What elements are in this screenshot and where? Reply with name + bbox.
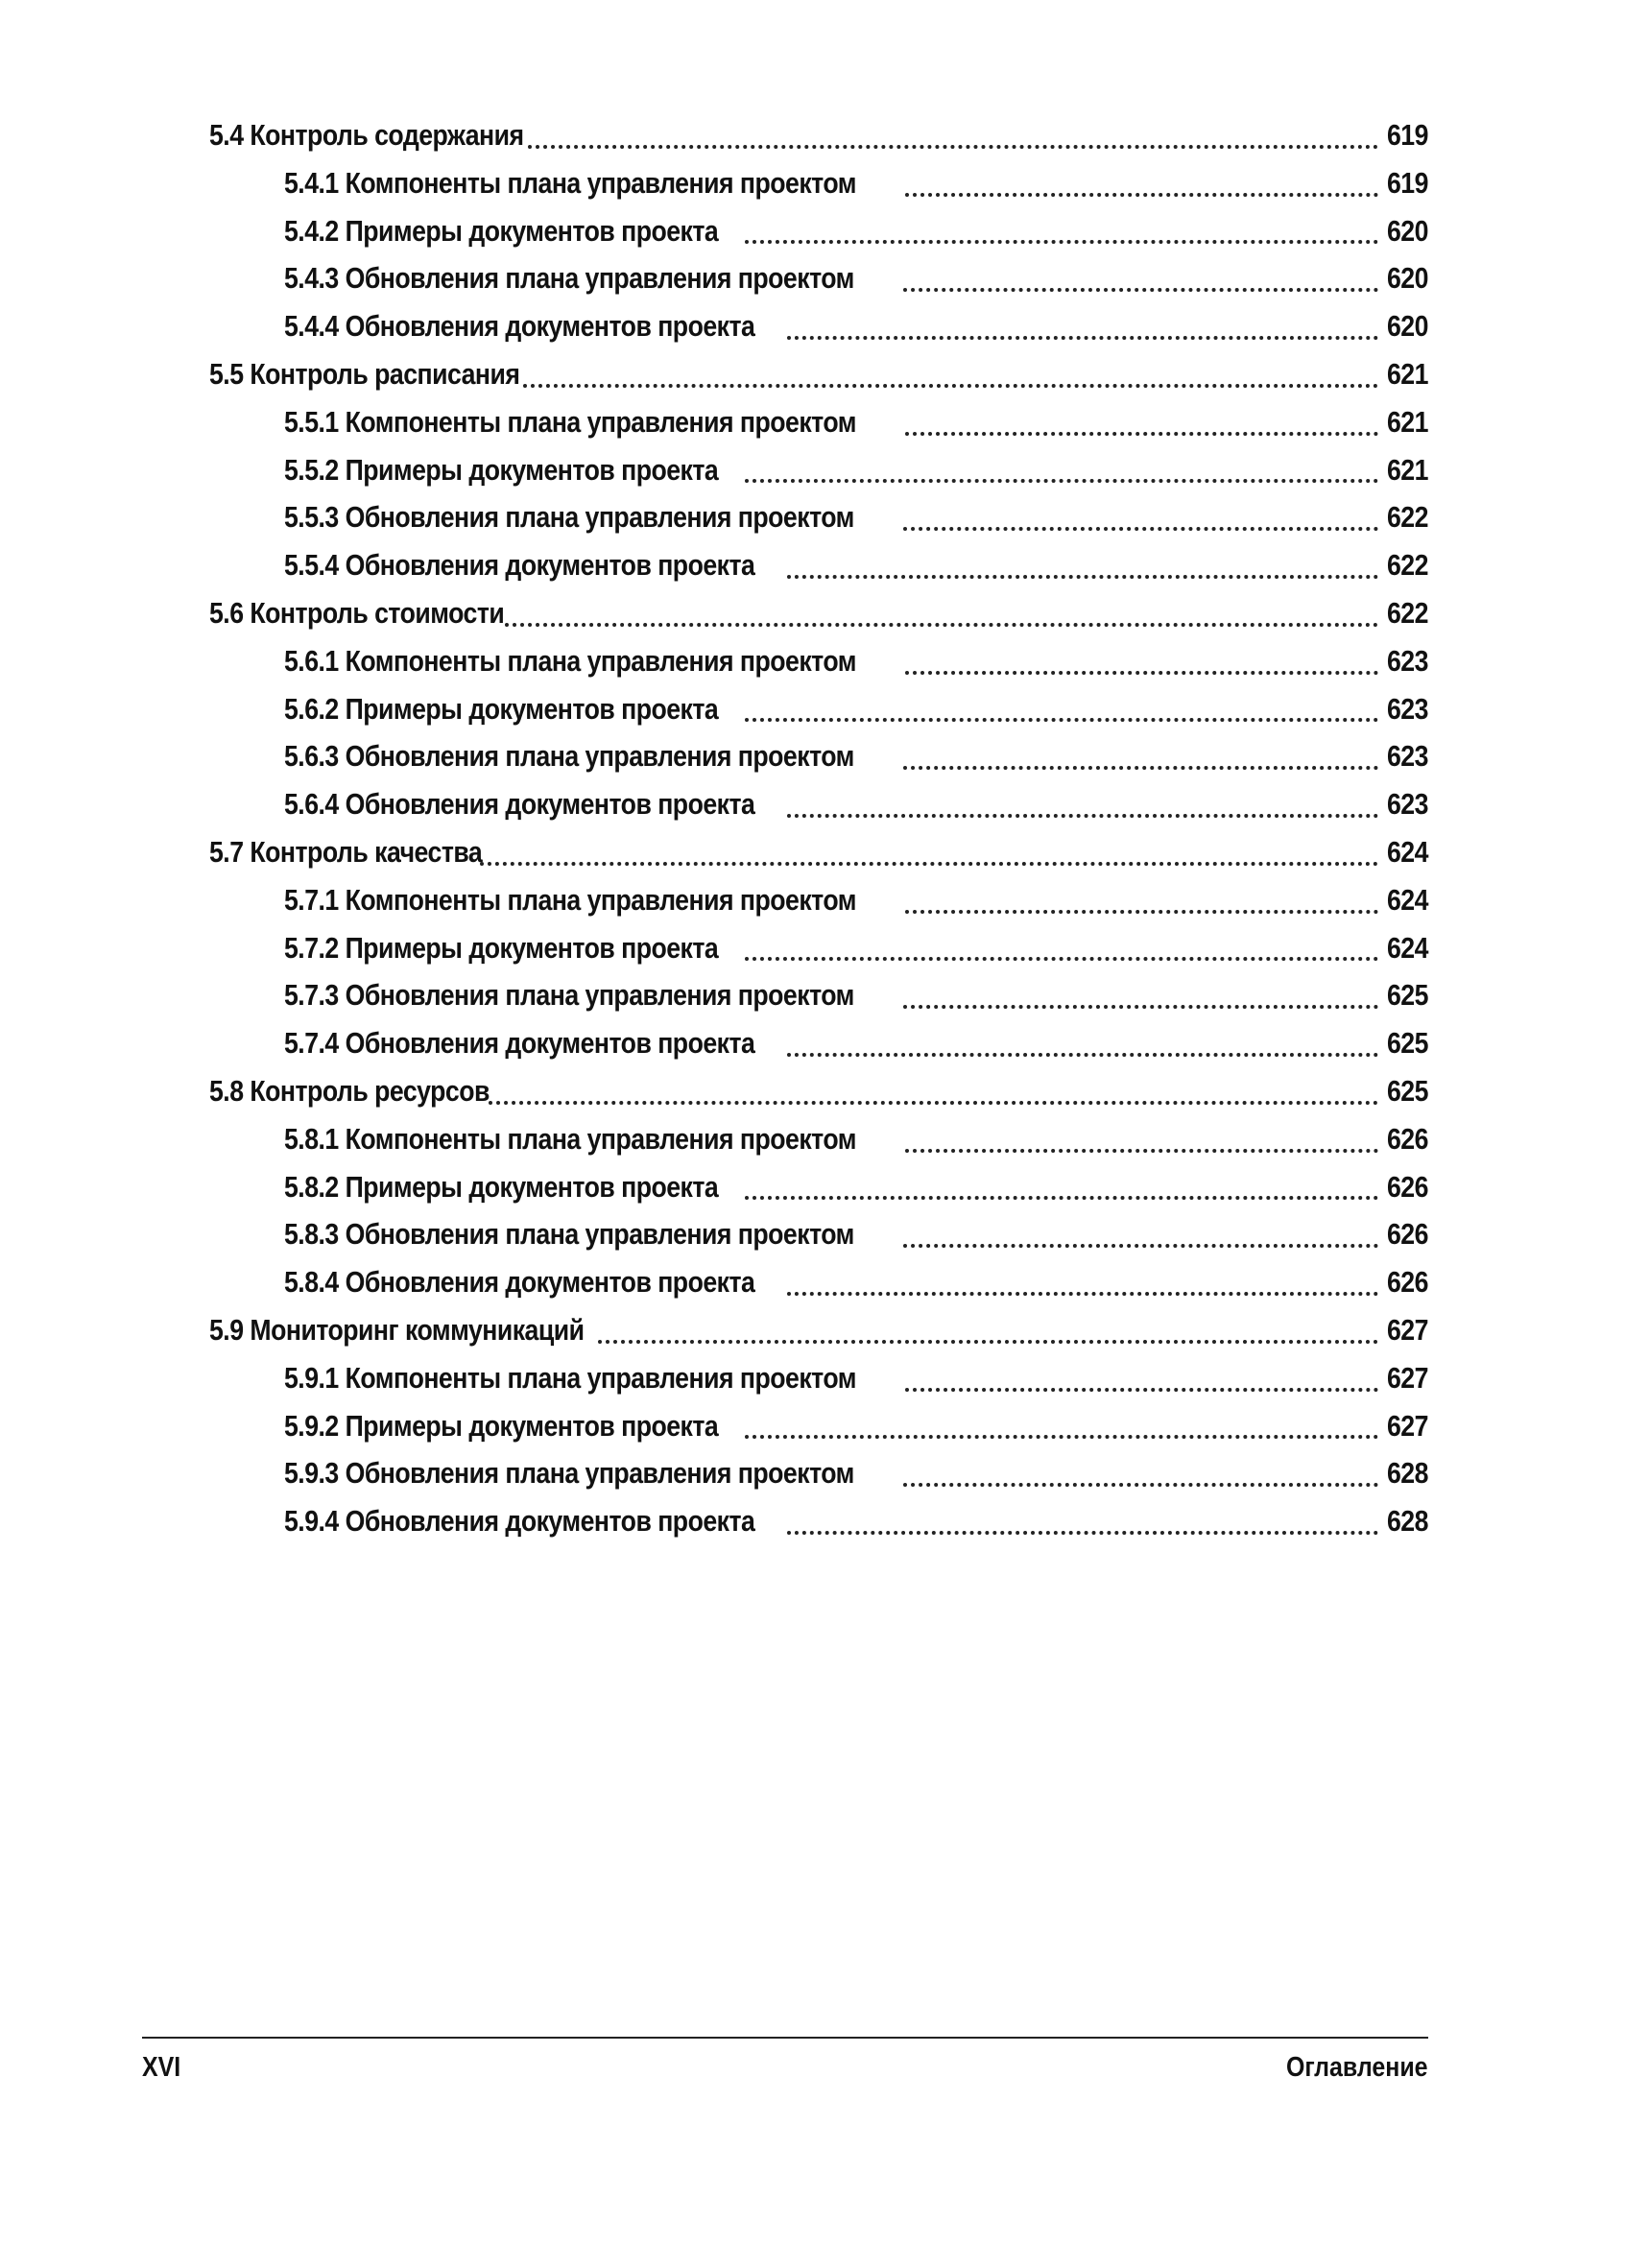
toc-entry-label: 5.5.4 Обновления документов проекта	[284, 548, 755, 583]
toc-section-5-8[interactable]	[209, 1067, 1428, 1115]
toc-section-5-5[interactable]	[209, 350, 1428, 398]
toc-entry-label: 5.8.1 Компоненты плана управления проектом	[284, 1121, 856, 1156]
toc-section-5-6[interactable]	[209, 589, 1428, 637]
toc-subsection-5-6-3[interactable]	[209, 732, 1428, 780]
toc-entry-label: 5.6 Контроль стоимости	[209, 595, 505, 630]
toc-entry-page: 622	[1387, 595, 1428, 630]
toc-entry-page: 620	[1387, 261, 1428, 296]
dot-leader	[745, 240, 1378, 244]
toc-subsection-5-7-3[interactable]	[209, 971, 1428, 1019]
toc-entry-page: 619	[1387, 165, 1428, 200]
toc-entry-page: 627	[1387, 1360, 1428, 1395]
toc-entry-page: 626	[1387, 1217, 1428, 1252]
toc-entry-page: 627	[1387, 1408, 1428, 1443]
toc-entry-label: 5.9.2 Примеры документов проекта	[284, 1408, 719, 1443]
toc-subsection-5-4-2[interactable]	[209, 207, 1428, 255]
toc-entry-label: 5.7.1 Компоненты плана управления проектом	[284, 882, 856, 917]
toc-entry-label: 5.8.4 Обновления документов проекта	[284, 1265, 755, 1300]
toc-entry-label: 5.6.2 Примеры документов проекта	[284, 691, 719, 726]
toc-subsection-5-6-1[interactable]	[209, 637, 1428, 685]
dot-leader	[903, 1005, 1378, 1009]
toc-entry-page: 624	[1387, 930, 1428, 965]
toc-entry-page: 628	[1387, 1504, 1428, 1539]
toc-entry-page: 620	[1387, 213, 1428, 248]
toc-entry-page: 624	[1387, 882, 1428, 917]
dot-leader	[905, 1388, 1378, 1392]
dot-leader	[905, 193, 1378, 197]
toc-subsection-5-8-3[interactable]	[209, 1210, 1428, 1258]
dot-leader	[745, 479, 1378, 483]
dot-leader	[489, 1101, 1379, 1105]
toc-entry-label: 5.8 Контроль ресурсов	[209, 1073, 490, 1108]
toc-entry-page: 623	[1387, 739, 1428, 774]
table-of-contents	[209, 111, 1428, 1545]
dot-leader	[905, 1149, 1378, 1153]
toc-entry-page: 623	[1387, 787, 1428, 822]
toc-entry-label: 5.9.4 Обновления документов проекта	[284, 1504, 755, 1539]
dot-leader	[787, 1292, 1378, 1296]
toc-entry-label: 5.7.3 Обновления плана управления проектом	[284, 978, 854, 1013]
toc-entry-page: 622	[1387, 548, 1428, 583]
toc-subsection-5-8-1[interactable]	[209, 1115, 1428, 1163]
dot-leader	[903, 766, 1378, 770]
toc-subsection-5-8-2[interactable]	[209, 1163, 1428, 1211]
toc-subsection-5-4-3[interactable]	[209, 254, 1428, 302]
toc-entry-page: 628	[1387, 1456, 1428, 1491]
toc-entry-label: 5.6.1 Компоненты плана управления проектом	[284, 643, 856, 678]
dot-leader	[598, 1340, 1378, 1344]
toc-entry-label: 5.5.1 Компоненты плана управления проектом	[284, 404, 856, 439]
dot-leader	[745, 1435, 1378, 1439]
toc-subsection-5-8-4[interactable]	[209, 1258, 1428, 1306]
toc-subsection-5-7-4[interactable]	[209, 1019, 1428, 1067]
toc-entry-label: 5.9.3 Обновления плана управления проектом	[284, 1456, 854, 1491]
dot-leader	[903, 1244, 1378, 1248]
footer-section-title: Оглавление	[1286, 2052, 1428, 2083]
toc-entry-label: 5.4.2 Примеры документов проекта	[284, 213, 719, 248]
dot-leader	[745, 718, 1378, 722]
toc-entry-page: 621	[1387, 452, 1428, 487]
dot-leader	[745, 957, 1378, 961]
toc-entry-label: 5.7.4 Обновления документов проекта	[284, 1026, 755, 1061]
toc-subsection-5-9-2[interactable]	[209, 1402, 1428, 1450]
toc-entry-page: 626	[1387, 1169, 1428, 1204]
toc-entry-label: 5.4.4 Обновления документов проекта	[284, 309, 755, 344]
footer-divider	[142, 2037, 1428, 2039]
toc-section-5-7[interactable]	[209, 828, 1428, 876]
toc-entry-label: 5.9.1 Компоненты плана управления проектом	[284, 1360, 856, 1395]
dot-leader	[905, 432, 1378, 436]
toc-entry-page: 621	[1387, 404, 1428, 439]
toc-subsection-5-6-4[interactable]	[209, 780, 1428, 828]
toc-entry-label: 5.9 Мониторинг коммуникаций	[209, 1312, 585, 1347]
toc-entry-page: 621	[1387, 356, 1428, 391]
toc-entry-label: 5.4.3 Обновления плана управления проектом	[284, 261, 854, 296]
dot-leader	[787, 1053, 1378, 1057]
toc-subsection-5-5-4[interactable]	[209, 541, 1428, 589]
toc-subsection-5-5-1[interactable]	[209, 398, 1428, 446]
toc-entry-page: 623	[1387, 691, 1428, 726]
dot-leader	[905, 910, 1378, 914]
toc-entry-label: 5.5.3 Обновления плана управления проектом	[284, 500, 854, 535]
dot-leader	[745, 1196, 1378, 1200]
toc-entry-page: 625	[1387, 1026, 1428, 1061]
footer-page-number: XVI	[142, 2052, 181, 2083]
toc-entry-label: 5.8.3 Обновления плана управления проектом	[284, 1217, 854, 1252]
toc-entry-label: 5.7 Контроль качества	[209, 834, 483, 869]
dot-leader	[787, 1531, 1378, 1535]
toc-entry-label: 5.5.2 Примеры документов проекта	[284, 452, 719, 487]
dot-leader	[903, 527, 1378, 531]
toc-subsection-5-4-1[interactable]	[209, 159, 1428, 207]
toc-subsection-5-9-1[interactable]	[209, 1354, 1428, 1402]
toc-section-5-9[interactable]	[209, 1306, 1428, 1354]
toc-entry-label: 5.5 Контроль расписания	[209, 356, 520, 391]
toc-entry-page: 622	[1387, 500, 1428, 535]
dot-leader	[480, 862, 1378, 866]
toc-subsection-5-9-3[interactable]	[209, 1449, 1428, 1497]
toc-subsection-5-6-2[interactable]	[209, 685, 1428, 733]
toc-entry-label: 5.7.2 Примеры документов проекта	[284, 930, 719, 965]
dot-leader	[787, 575, 1378, 579]
dot-leader	[903, 1483, 1378, 1487]
toc-entry-page: 619	[1387, 118, 1428, 152]
toc-subsection-5-5-3[interactable]	[209, 493, 1428, 541]
toc-section-5-4[interactable]	[209, 111, 1428, 159]
dot-leader	[505, 623, 1378, 627]
toc-subsection-5-7-1[interactable]	[209, 876, 1428, 924]
dot-leader	[905, 671, 1378, 675]
dot-leader	[523, 384, 1378, 388]
toc-subsection-5-7-2[interactable]	[209, 924, 1428, 972]
toc-entry-label: 5.4 Контроль содержания	[209, 118, 524, 152]
dot-leader	[528, 145, 1378, 149]
toc-entry-page: 623	[1387, 643, 1428, 678]
toc-entry-page: 625	[1387, 1073, 1428, 1108]
toc-entry-label: 5.6.4 Обновления документов проекта	[284, 787, 755, 822]
dot-leader	[787, 814, 1378, 818]
toc-subsection-5-9-4[interactable]	[209, 1497, 1428, 1545]
toc-entry-page: 626	[1387, 1265, 1428, 1300]
toc-entry-page: 624	[1387, 834, 1428, 869]
dot-leader	[903, 288, 1378, 292]
toc-entry-page: 625	[1387, 978, 1428, 1013]
toc-entry-page: 620	[1387, 309, 1428, 344]
toc-subsection-5-4-4[interactable]	[209, 302, 1428, 350]
dot-leader	[787, 336, 1378, 340]
toc-subsection-5-5-2[interactable]	[209, 446, 1428, 494]
toc-entry-page: 626	[1387, 1121, 1428, 1156]
toc-entry-label: 5.6.3 Обновления плана управления проектом	[284, 739, 854, 774]
toc-entry-page: 627	[1387, 1312, 1428, 1347]
toc-entry-label: 5.8.2 Примеры документов проекта	[284, 1169, 719, 1204]
toc-entry-label: 5.4.1 Компоненты плана управления проектом	[284, 165, 856, 200]
